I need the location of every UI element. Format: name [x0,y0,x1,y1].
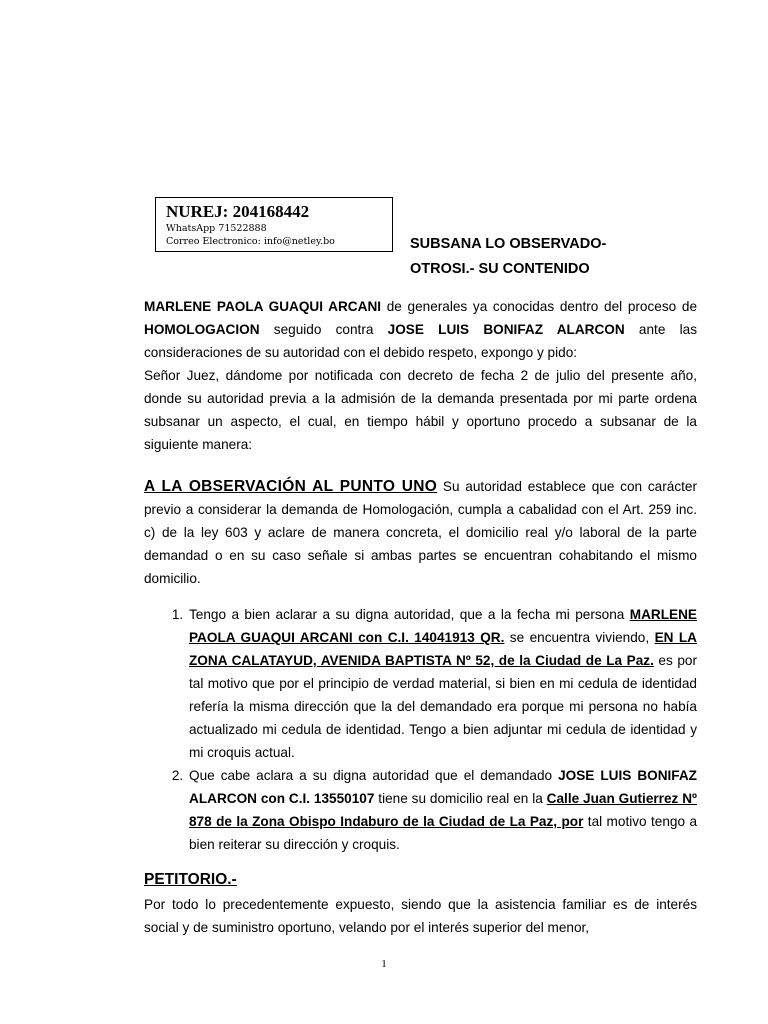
defendant-name: JOSE LUIS BONIFAZ ALARCON [387,322,625,337]
plaintiff-address: EN LA ZONA CALATAYUD, AVENIDA BAPTISTA Nº 52, de la Ciudad de La Paz. [189,630,697,668]
document-body [144,295,697,939]
defendant-address: Calle Juan Gutierrez Nº 878 de la Zona Obispo Indaburo de la Ciudad de La Paz, por [189,791,697,829]
observation-title: A LA OBSERVACIÓN AL PUNTO UNO [144,478,438,495]
nurej-number: NUREJ: 204168442 [166,202,310,221]
petitorio-paragraph: Por todo lo precedentemente expuesto, siendo que la asistencia familiar es de interés social y de suministro oportuno, velando por el interés superior del menor, [144,897,697,935]
plaintiff-id: MARLENE PAOLA GUAQUI ARCANI con C.I. 14041913 QR. [189,607,697,645]
intro-paragraph: MARLENE PAOLA GUAQUI ARCANI de generales ya conocidas dentro del proceso de HOMOLOGACION seguido contra JOSE LUIS BONIFAZ ALARCON ante las consideraciones de su autoridad con el debido respeto, expongo y pido: [144,299,698,360]
nurej-box [155,197,393,252]
whatsapp-contact: WhatsApp 71522888 [166,223,267,234]
notification-paragraph: Señor Juez, dándome por notificada con decreto de fecha 2 de julio del presente año, donde su autoridad previa a la admisión de la demanda presentada por mi parte ordena subsanar un aspecto, el cual, en tiempo hábil y oportuno procedo a subsanar de la siguiente manera: [144,368,697,452]
subject-line-2: OTROSI.- SU CONTENIDO [410,261,590,277]
list-item: 1. Tengo a bien aclarar a su digna autoridad, que a la fecha mi persona MARLENE PAOLA GUAQUI ARCANI con C.I. 14041913 QR. se encuentra viviendo, EN LA ZONA CALATAYUD, AVENIDA BAPTISTA Nº 52, de la Ciudad de La Paz. es por tal motivo que por el principio de verdad material, si bien en mi cedula de identidad refería la misma dirección que la del demandado era porque mi persona no había actualizado mi cedula de identidad. Tengo a bien adjuntar mi cedula de identidad y mi croquis actual. [187,603,697,764]
page-number: 1 [381,958,387,970]
email-contact: Correo Electronico: info@netley.bo [166,236,335,247]
petitorio-title: PETITORIO.- [144,871,237,888]
plaintiff-name: MARLENE PAOLA GUAQUI ARCANI [144,299,382,314]
observation-paragraph: A LA OBSERVACIÓN AL PUNTO UNO Su autoridad establece que con carácter previo a considerar la demanda de Homologación, cumpla a cabalidad con el Art. 259 inc. c) de la ley 603 y aclare de manera concreta, el domicilio real y/o laboral de la parte demandad o en su caso señale si ambas partes se encuentran cohabitando el mismo domicilio. [144,478,697,586]
subject-line-1: SUBSANA LO OBSERVADO- [410,236,607,252]
clarification-list [144,603,697,856]
process-type: HOMOLOGACION [144,322,260,337]
defendant-id: JOSE LUIS BONIFAZ ALARCON con C.I. 13550107 [189,768,697,806]
list-item: 2. Que cabe aclara a su digna autoridad que el demandado JOSE LUIS BONIFAZ ALARCON con C.I. 13550107 tiene su domicilio real en la Calle Juan Gutierrez Nº 878 de la Zona Obispo Indaburo de la Ciudad de La Paz, por tal motivo tengo a bien reiterar su dirección y croquis. [187,764,697,856]
